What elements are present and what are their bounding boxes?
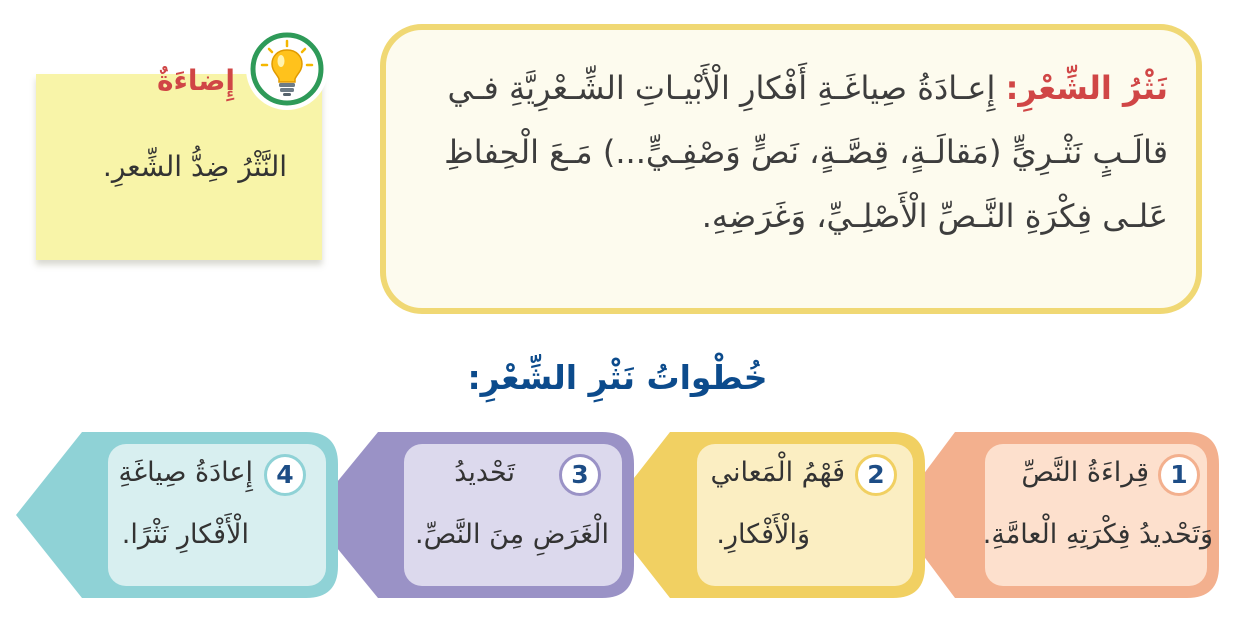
- step-1-line-2: وَتَحْديدُ فِكْرَتِهِ الْعامَّةِ.: [982, 519, 1213, 550]
- step-3-line-2: الْغَرَضِ مِنَ النَّصِّ.: [414, 519, 609, 550]
- note-text: النَّثْرُ ضِدُّ الشِّعرِ.: [102, 150, 287, 183]
- step-4-line-1: إِعادَةُ صِياغَةِ: [118, 457, 253, 488]
- step-2-line-2: وَالْأَفْكارِ.: [716, 519, 810, 550]
- step-3-line-1: تَحْديدُ: [454, 457, 515, 488]
- step-1-line-1: قِراءَةُ النَّصِّ: [1021, 457, 1149, 488]
- step-4-line-2: الْأَفْكارِ نَثْرًا.: [121, 519, 249, 550]
- step-2-line-1: فَهْمُ الْمَعاني: [710, 457, 845, 488]
- definition-term: نَثْرُ الشِّعْرِ:: [1005, 69, 1168, 107]
- lightbulb-icon: [250, 32, 324, 106]
- definition-box: [380, 24, 1202, 314]
- definition-text: إِعـادَةُ صِياغَـةِ أَفْكارِ الْأَبْيـاتِ الشِّـعْرِيَّةِ فـي قالَـبٍ نَثْـرِيٍّ (مَقالَـةٍ، قِصَّـةٍ، نَصٍّ وَصْفِـيٍّ...) مَـعَ الْحِفاظِ عَلـى فِكْرَةِ النَّـصِّ الْأَصْلِـيِّ، وَغَرَضِهِ.: [444, 69, 1168, 235]
- steps-title: خُطْواتُ نَثْرِ الشِّعْرِ:: [467, 358, 768, 397]
- note-title: إِضاءَةٌ: [156, 64, 235, 97]
- step-4-number: 4: [264, 454, 306, 496]
- step-3-number: 3: [559, 454, 601, 496]
- step-1-number: 1: [1158, 454, 1200, 496]
- step-2-number: 2: [855, 454, 897, 496]
